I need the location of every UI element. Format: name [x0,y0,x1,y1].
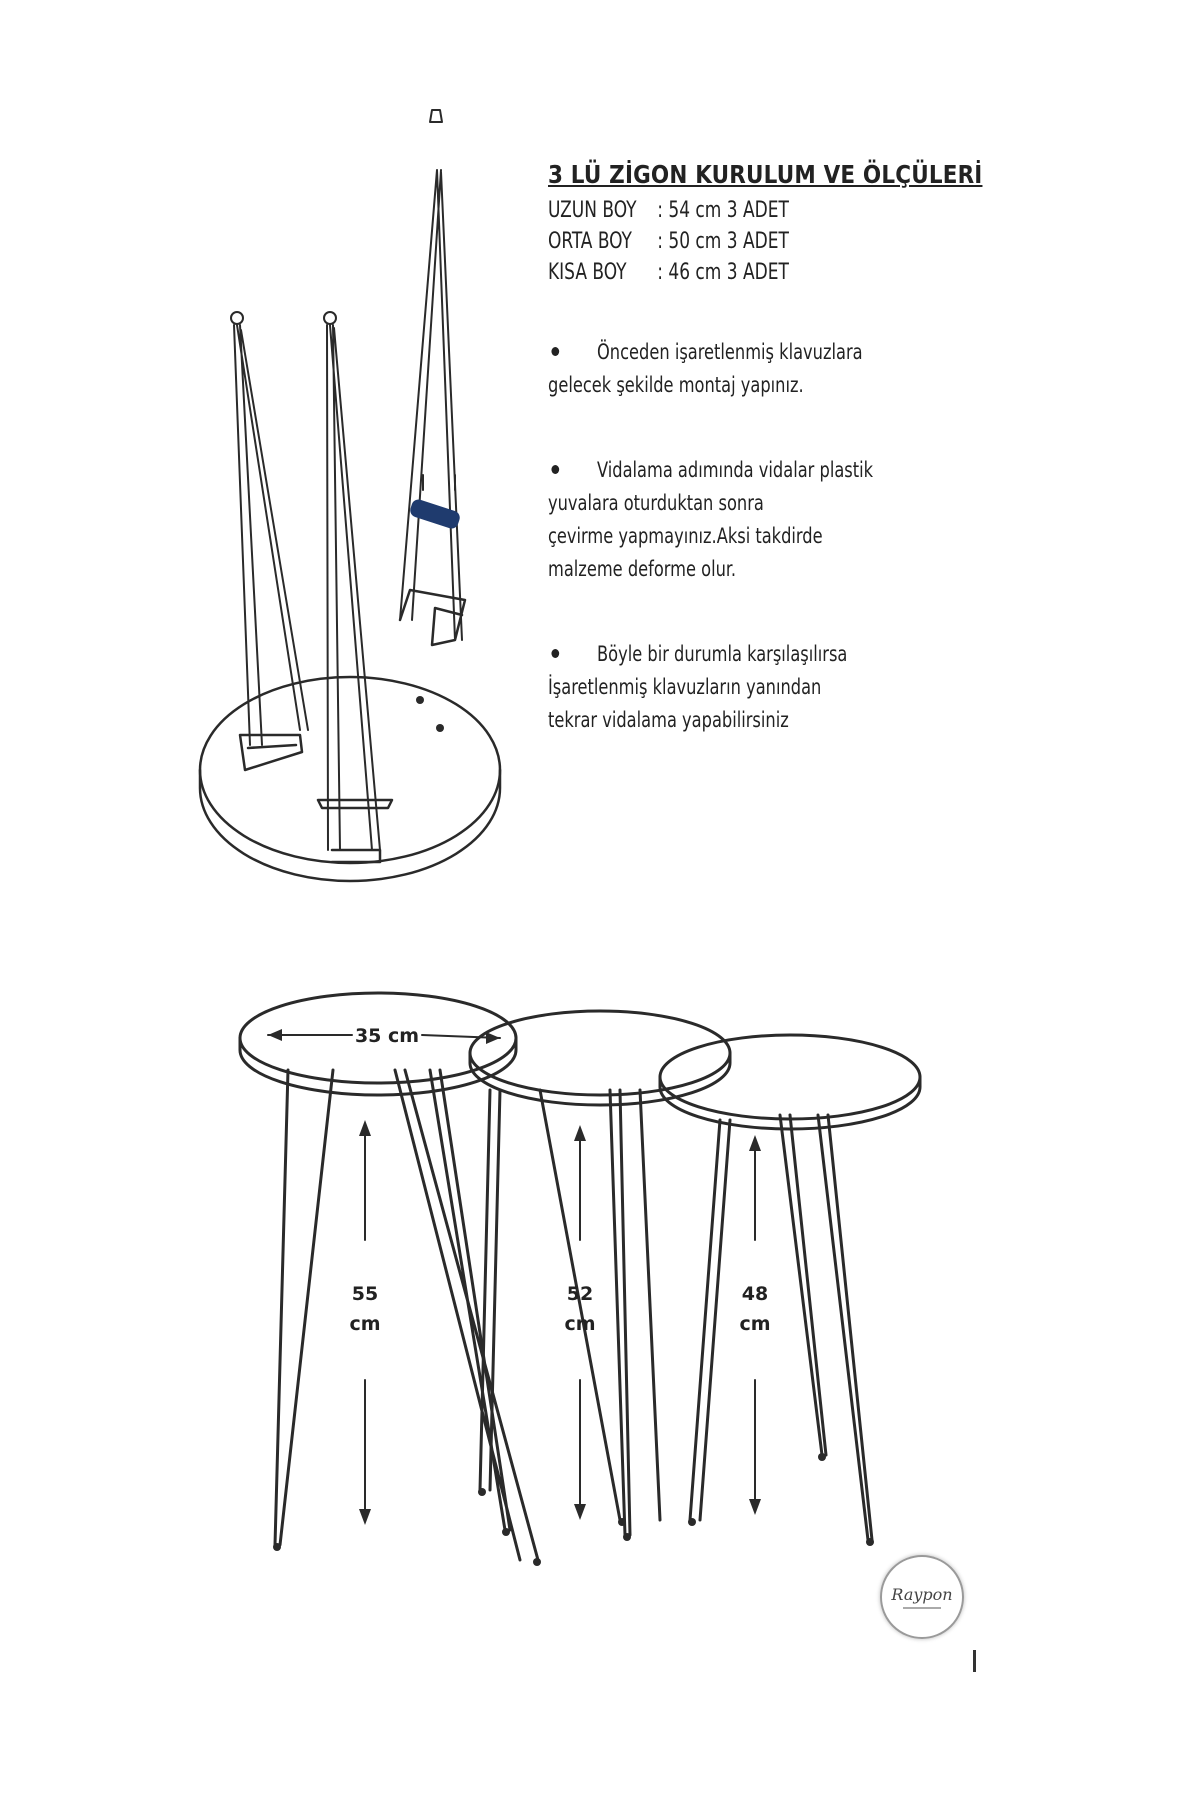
spec-list [548,195,968,288]
bullet-item: Vidalama adımında vidalar plastik yuvalara oturduktan sonra çevirme yapmayınız.Aksi takdirde malzeme deforme olur. [548,458,874,581]
hairpin-leg-right [400,110,465,645]
spec-row-long [548,195,909,226]
bullet-dot-icon [551,347,559,356]
table-small-legs [688,1115,874,1546]
spec-label: ORTA BOY [548,229,632,254]
bullet-dot-icon [551,465,559,474]
bullet-dot-icon [551,649,559,658]
spec-row-medium [548,226,909,257]
hairpin-leg-middle [318,312,392,862]
instruction-text [548,160,983,789]
height-dimension-small [739,1135,770,1515]
guide-hole [436,724,444,732]
spec-row-short [548,257,909,288]
diameter-dimension [268,1025,500,1047]
height-value: 48 [741,1283,769,1305]
hairpin-leg-left [231,312,308,770]
spec-label: KISA BOY [548,260,627,285]
spec-value: : 50 cm 3 ADET [657,229,789,254]
spec-label: UZUN BOY [548,198,637,223]
logo-underline [903,1607,941,1609]
spec-value: : 54 cm 3 ADET [657,198,789,223]
table-large-legs [273,1070,541,1566]
logo-text: Raypon [891,1585,953,1604]
height-dimension-medium [564,1125,595,1520]
document-title: 3 LÜ ZİGON KURULUM VE ÖLÇÜLERİ [548,160,983,189]
end-cap-icon [430,110,442,122]
guide-hole [416,696,424,704]
spec-value: : 46 cm 3 ADET [657,260,789,285]
height-unit: cm [564,1313,596,1335]
height-unit: cm [739,1313,771,1335]
screw-block [408,498,461,531]
page-marker [973,1650,976,1672]
bullet-item: Önceden işaretlenmiş klavuzlara gelecek şekilde montaj yapınız. [548,340,863,397]
nesting-tables-drawing [0,960,1200,1600]
table-top-edge [200,770,500,881]
height-value: 52 [566,1283,594,1305]
bullet-item: Böyle bir durumla karşılaşılırsa İşaretlenmiş klavuzların yanından tekrar vidalama yapabilirsiniz [548,642,848,732]
diameter-label: 35 cm [354,1025,420,1047]
height-unit: cm [349,1313,381,1335]
height-dimension-large [349,1120,380,1525]
brand-logo [880,1555,964,1639]
instruction-bullets [548,336,968,737]
height-value: 55 [351,1283,379,1305]
